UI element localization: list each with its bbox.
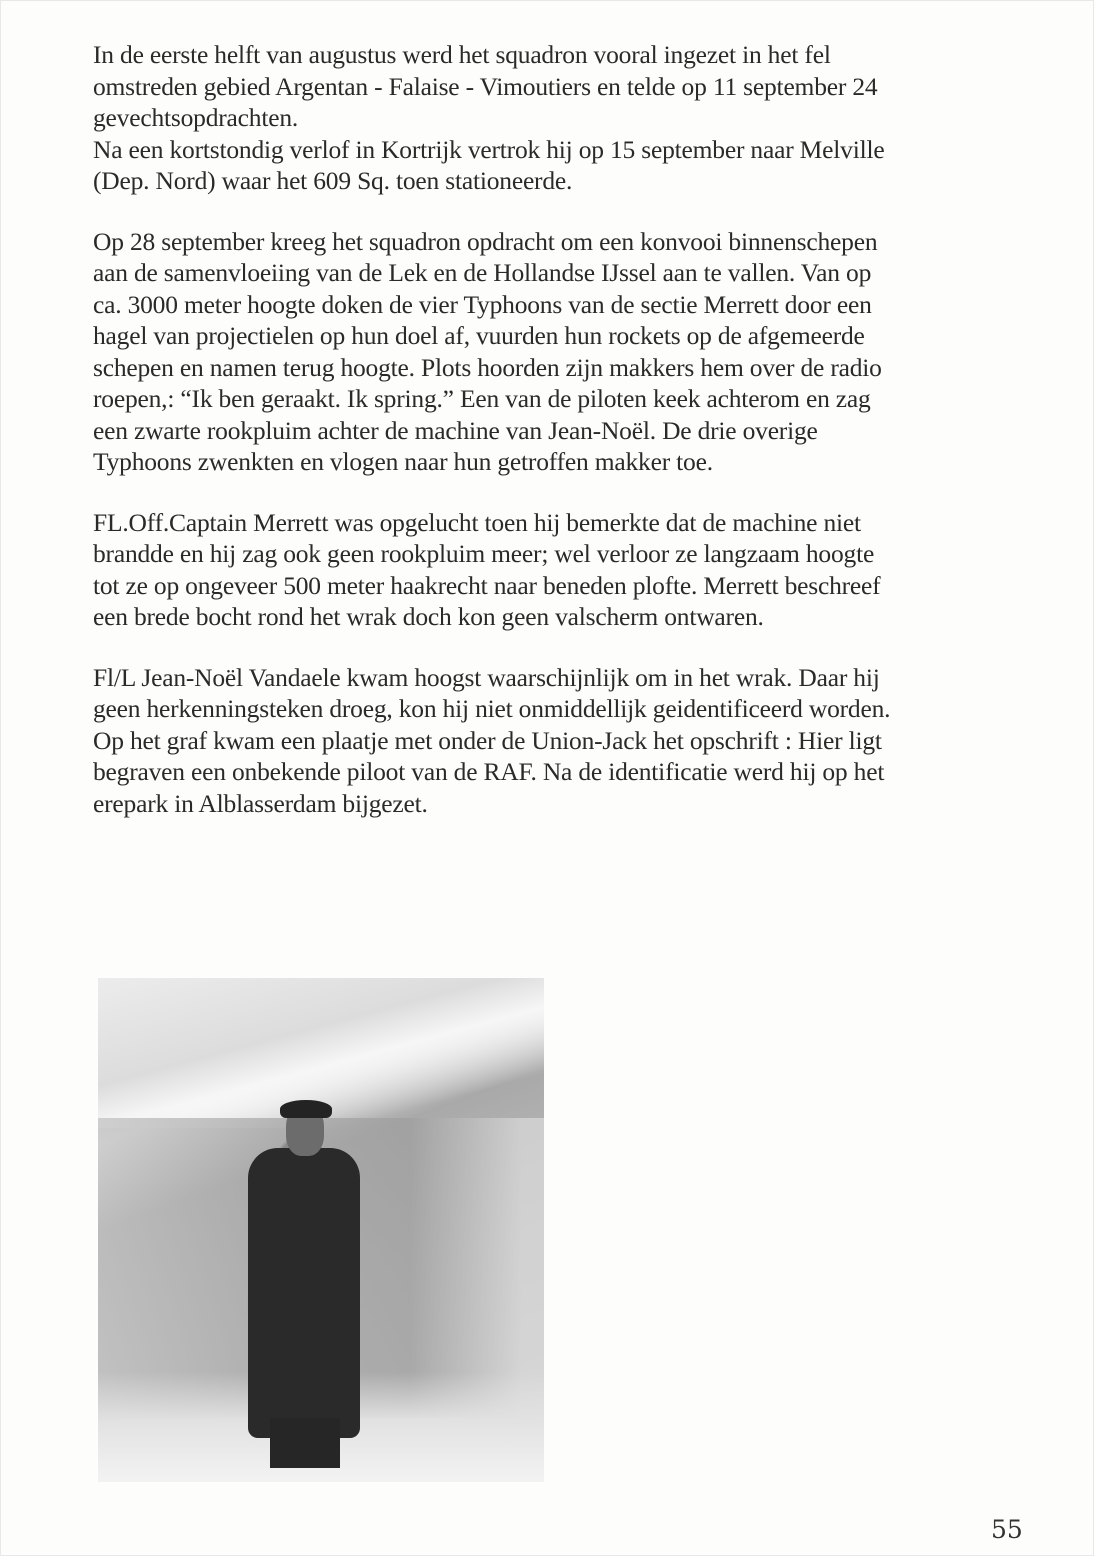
text-line: Na een kortstondig verlof in Kortrijk vertrok hij op 15 september naar Melville [93,134,885,164]
text-line: erepark in Alblasserdam bijgezet. [93,788,428,818]
text-line: begraven een onbekende piloot van de RAF. Na de identificatie werd hij op het [93,757,885,786]
text-line: In de eerste helft van augustus werd het squadron vooral ingezet in het fel [93,40,831,69]
page-number: 55 [991,1515,1023,1544]
paragraph-2 [93,226,1023,478]
text-line: roepen,: “Ik ben geraakt. Ik spring.” Een van de piloten keek achterom en zag [93,384,871,413]
text-line: hagel van projectielen op hun doel af, vuurden hun rockets op de afgemeerde [93,321,865,350]
officer-cap [280,1100,332,1118]
text-line: brandde en hij zag ook geen rookpluim meer; wel verloor ze langzaam hoogte [93,539,875,568]
text-line: FL.Off.Captain Merrett was opgelucht toen hij bemerkte dat de machine niet [93,507,861,537]
officer-greatcoat [248,1148,360,1438]
officer-in-snow-photo [98,978,544,1482]
text-line: geen herkenningsteken droeg, kon hij niet onmiddellijk geidentificeerd worden. [93,694,891,723]
text-line: Op het graf kwam een plaatje met onder de Union-Jack het opschrift : Hier ligt [93,725,882,755]
officer-legs [270,1418,340,1468]
text-line: ca. 3000 meter hoogte doken de vier Typhoons van de sectie Merrett door een [93,289,872,319]
text-line: Typhoons zwenkten en vlogen naar hun getroffen makker toe. [93,447,713,476]
body-text [93,39,1023,848]
text-line: een brede bocht rond het wrak doch kon geen valscherm ontwaren. [93,602,764,631]
text-line: Fl/L Jean-Noël Vandaele kwam hoogst waarschijnlijk om in het wrak. Daar hij [93,662,880,692]
text-line: Op 28 september kreeg het squadron opdracht om een konvooi binnenschepen [93,226,878,256]
text-line: tot ze op ongeveer 500 meter haakrecht naar beneden plofte. Merrett beschreef [93,570,881,600]
paragraph-3 [93,507,1023,633]
text-line: aan de samenvloeiing van de Lek en de Hollandse IJssel aan te vallen. Van op [93,258,872,287]
paragraph-4 [93,662,1023,820]
text-line: (Dep. Nord) waar het 609 Sq. toen stationeerde. [93,166,573,195]
text-line: schepen en namen terug hoogte. Plots hoorden zijn makkers hem over de radio [93,352,882,382]
text-line: omstreden gebied Argentan - Falaise - Vimoutiers en telde op 11 september 24 [93,71,878,101]
text-line: gevechtsopdrachten. [93,103,299,132]
text-line: een zwarte rookpluim achter de machine van Jean-Noël. De drie overige [93,415,818,445]
paragraph-1 [93,39,1023,197]
